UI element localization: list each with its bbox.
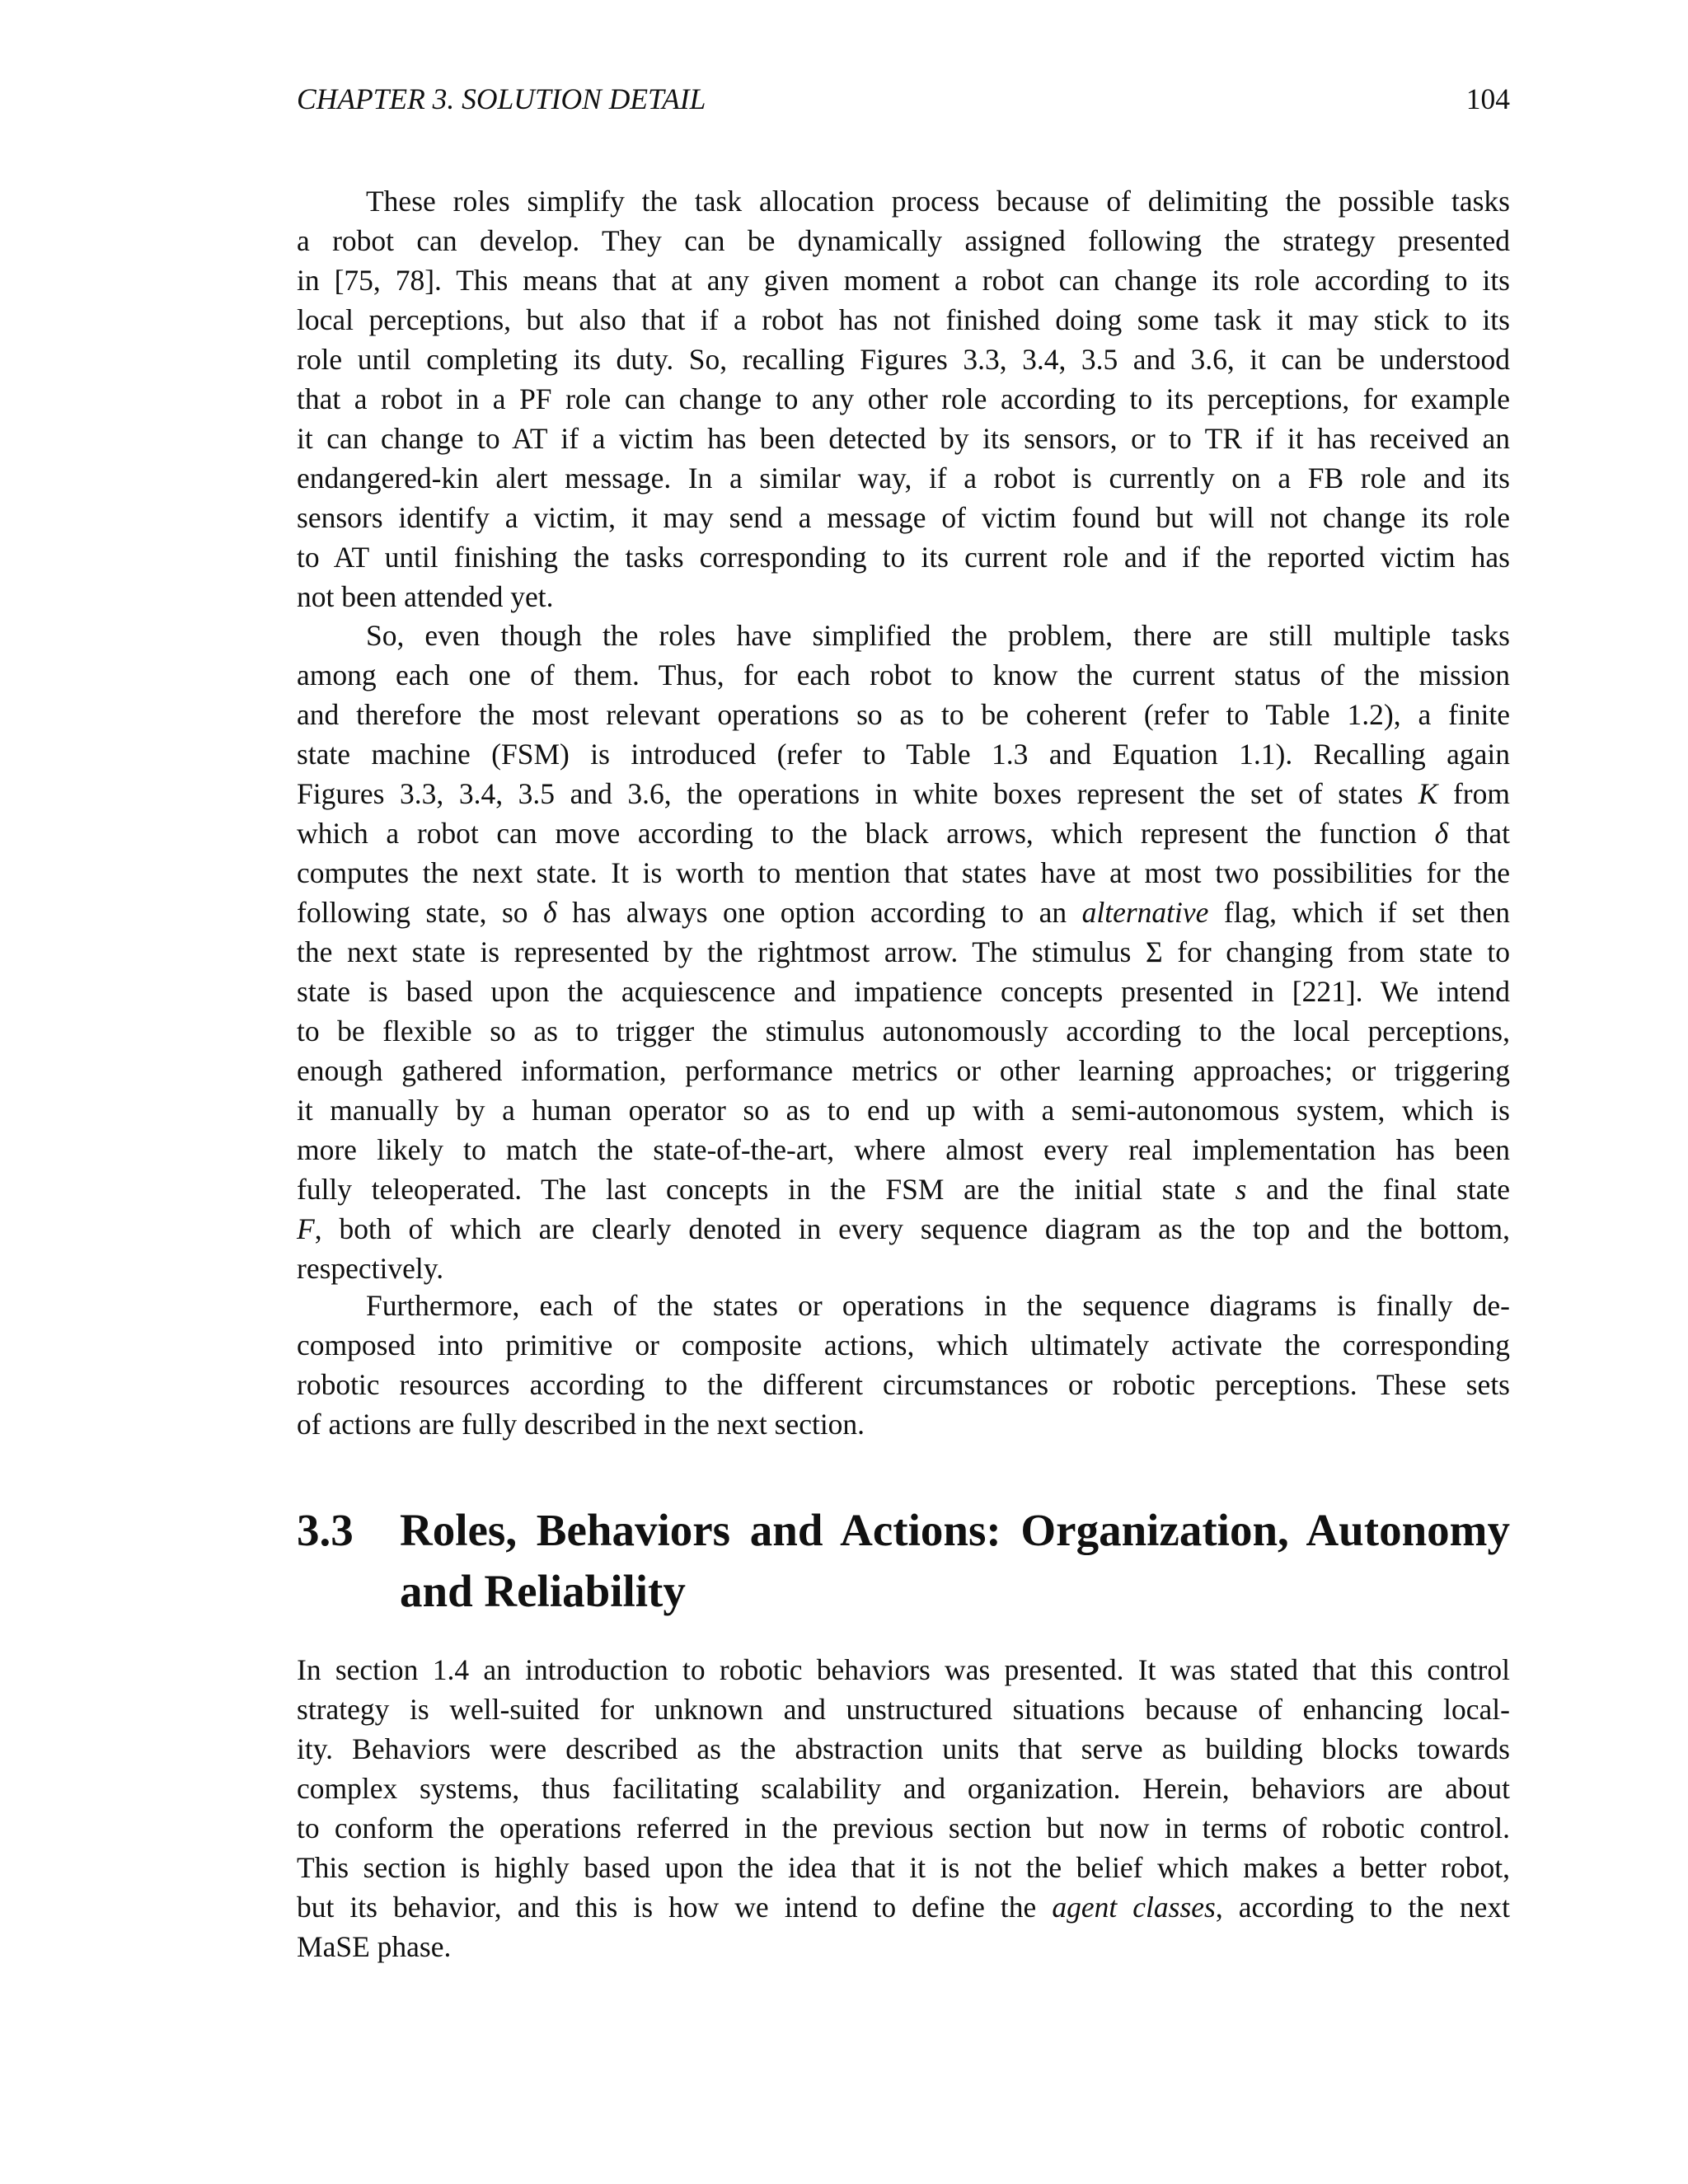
- text-line: computes the next state. It is worth to mention that states have at most two possibilities for the: [297, 856, 1510, 889]
- text-segment: following state, so: [297, 896, 544, 929]
- text-line: MaSE phase.: [297, 1930, 452, 1963]
- text-line: state is based upon the acquiescence and impatience concepts presented in [221]. We intend: [297, 975, 1510, 1008]
- text-line: This section is highly based upon the idea that it is not the belief which makes a better robot,: [297, 1851, 1510, 1884]
- text-line: endangered-kin alert message. In a similar way, if a robot is currently on a FB role and its: [297, 462, 1510, 494]
- text-line: respectively.: [297, 1252, 444, 1285]
- text-segment: Figures 3.3, 3.4, 3.5 and 3.6, the operations in white boxes represent the set of states: [297, 777, 1418, 810]
- text-line: composed into primitive or composite actions, which ultimately activate the corresponding: [297, 1329, 1510, 1361]
- text-line: to conform the operations referred in the previous section but now in terms of robotic control.: [297, 1811, 1510, 1844]
- italic-text: agent classes: [1052, 1891, 1216, 1924]
- running-header: [297, 79, 1510, 119]
- section-title-line: and Reliability: [400, 1566, 686, 1616]
- text-line: In section 1.4 an introduction to robotic behaviors was presented. It was stated that this control: [297, 1653, 1510, 1686]
- text-line: among each one of them. Thus, for each robot to know the current status of the mission: [297, 658, 1510, 691]
- text-segment: from: [1437, 777, 1510, 810]
- text-line: complex systems, thus facilitating scalability and organization. Herein, behaviors are about: [297, 1772, 1510, 1805]
- text-segment: that: [1448, 817, 1510, 850]
- text-line: in [75, 78]. This means that at any given moment a robot can change its role according to its: [297, 264, 1510, 297]
- chapter-title: CHAPTER 3. SOLUTION DETAIL: [297, 82, 706, 115]
- section-number: 3.3: [297, 1505, 354, 1555]
- text-line: [297, 1887, 1510, 1927]
- text-line: [297, 1169, 1510, 1209]
- text-line: [297, 1209, 1510, 1249]
- text-line: not been attended yet.: [297, 580, 554, 613]
- text-line: the next state is represented by the rightmost arrow. The stimulus Σ for changing from state to: [297, 935, 1510, 968]
- text-line: [297, 774, 1510, 813]
- text-line: more likely to match the state-of-the-art, where almost every real implementation has been: [297, 1133, 1510, 1166]
- text-line: that a robot in a PF role can change to any other role according to its perceptions, for example: [297, 382, 1510, 415]
- text-line: [297, 893, 1510, 932]
- text-segment: but its behavior, and this is how we intend to define the: [297, 1891, 1053, 1924]
- text-line: [297, 813, 1510, 853]
- text-segment: has always one option according to an: [556, 896, 1082, 929]
- text-segment: fully teleoperated. The last concepts in the FSM are the initial state: [297, 1173, 1236, 1206]
- text-segment: , according to the next: [1215, 1891, 1510, 1924]
- italic-text: δ: [1434, 817, 1449, 850]
- text-line: sensors identify a victim, it may send a message of victim found but will not change its role: [297, 501, 1510, 534]
- text-line: robotic resources according to the different circumstances or robotic perceptions. These sets: [297, 1368, 1510, 1401]
- text-line: it can change to AT if a victim has been detected by its sensors, or to TR if it has received an: [297, 422, 1510, 455]
- text-line: local perceptions, but also that if a robot has not finished doing some task it may stick to its: [297, 303, 1510, 336]
- paragraph-fsm: [297, 616, 1510, 1288]
- page-number: 104: [1465, 82, 1510, 115]
- text-line: a robot can develop. They can be dynamically assigned following the strategy presented: [297, 224, 1510, 257]
- text-line: So, even though the roles have simplified the problem, there are still multiple tasks: [366, 619, 1510, 652]
- italic-text: s: [1235, 1173, 1247, 1206]
- text-line: Furthermore, each of the states or operations in the sequence diagrams is finally de-: [366, 1289, 1510, 1322]
- text-line: enough gathered information, performance metrics or other learning approaches; or triggering: [297, 1054, 1510, 1087]
- text-line: role until completing its duty. So, recalling Figures 3.3, 3.4, 3.5 and 3.6, it can be understood: [297, 343, 1510, 376]
- text-segment: flag, which if set then: [1208, 896, 1511, 929]
- paragraph-actions: [297, 1286, 1510, 1444]
- italic-text: δ: [543, 896, 557, 929]
- text-line: to be flexible so as to trigger the stimulus autonomously according to the local perceptions,: [297, 1015, 1510, 1047]
- text-line: state machine (FSM) is introduced (refer to Table 1.3 and Equation 1.1). Recalling again: [297, 738, 1510, 771]
- paragraph-roles: [297, 181, 1510, 616]
- text-line: ity. Behaviors were described as the abstraction units that serve as building blocks towards: [297, 1732, 1510, 1765]
- section-title-line: Roles, Behaviors and Actions: Organization, Autonomy: [400, 1505, 1510, 1555]
- text-line: to AT until finishing the tasks corresponding to its current role and if the reported victim has: [297, 541, 1510, 574]
- italic-text: K: [1418, 777, 1438, 810]
- italic-text: F: [297, 1212, 315, 1245]
- text-line: strategy is well-suited for unknown and unstructured situations because of enhancing local-: [297, 1693, 1510, 1726]
- text-segment: , both of which are clearly denoted in every sequence diagram as the top and the bottom,: [314, 1212, 1510, 1245]
- text-segment: which a robot can move according to the black arrows, which represent the function: [297, 817, 1435, 850]
- text-line: it manually by a human operator so as to end up with a semi-autonomous system, which is: [297, 1094, 1510, 1127]
- paragraph-behaviors: [297, 1650, 1510, 1966]
- text-segment: and the final state: [1246, 1173, 1510, 1206]
- italic-text: alternative: [1081, 896, 1209, 929]
- text-line: of actions are fully described in the next section.: [297, 1408, 865, 1441]
- text-line: These roles simplify the task allocation process because of delimiting the possible tasks: [366, 185, 1510, 218]
- section-title: [400, 1500, 1510, 1622]
- text-line: and therefore the most relevant operations so as to be coherent (refer to Table 1.2), a finite: [297, 698, 1510, 731]
